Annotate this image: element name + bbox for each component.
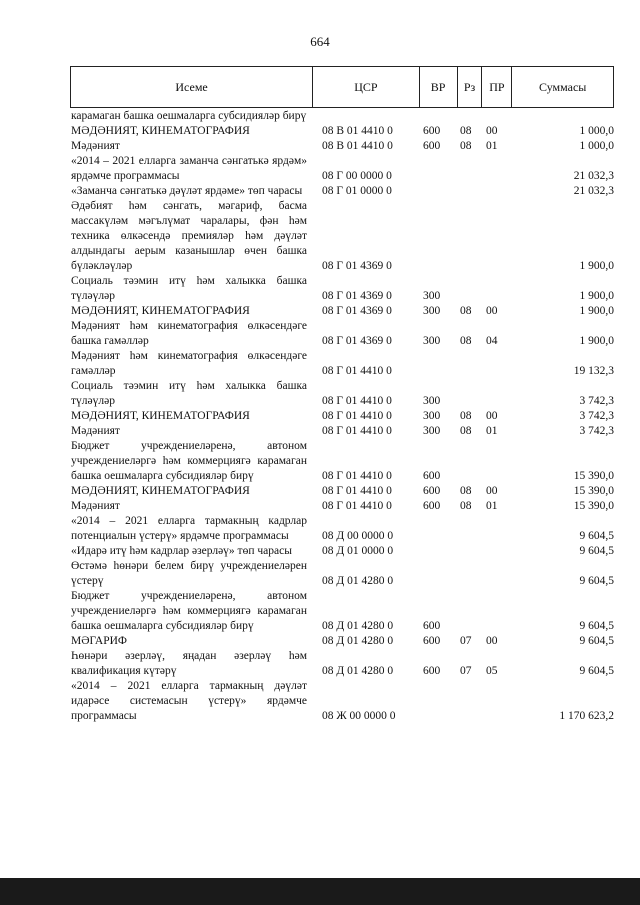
table-row — [70, 274, 614, 304]
row-sum: 1 900,0 — [579, 290, 614, 302]
row-csr: 08 Д 01 4280 0 — [322, 635, 394, 647]
row-sum: 9 604,5 — [579, 620, 614, 632]
row-sum: 9 604,5 — [579, 530, 614, 542]
row-vr: 300 — [423, 410, 441, 422]
page-number: 664 — [310, 34, 330, 49]
row-csr: 08 Г 01 4410 0 — [322, 485, 392, 497]
row-sum: 9 604,5 — [579, 575, 614, 587]
row-name: Әдәбият һәм сәнгать, мәгариф, басма массакүләм мәгълүмат чаралары, фән һәм техника өлкәсендә премияләр һәм дәүләт алдындагы аерым казанышлар өчен башка бүләкләүләр — [71, 200, 307, 272]
row-csr: 08 Ж 00 0000 0 — [322, 710, 396, 722]
row-sum: 15 390,0 — [573, 485, 614, 497]
row-sum: 19 132,3 — [573, 365, 614, 377]
row-sum: 9 604,5 — [579, 665, 614, 677]
row-csr: 08 Г 01 4410 0 — [322, 425, 392, 437]
row-sum: 15 390,0 — [573, 500, 614, 512]
row-rz: 08 — [460, 140, 472, 152]
row-csr: 08 Г 01 4369 0 — [322, 290, 392, 302]
table-row — [70, 409, 614, 424]
row-sum: 21 032,3 — [573, 185, 614, 197]
row-csr: 08 Г 01 4410 0 — [322, 395, 392, 407]
row-name: Бюджет учреждениеләренә, автоном учреждениеләргә һәм коммерциягә карамаган башка оешмаларга субсидияләр бирү — [71, 590, 307, 632]
budget-table — [70, 66, 614, 724]
row-rz: 08 — [460, 305, 472, 317]
row-name: «2014 – 2021 елларга тармакның дәүләт идарәсе системасын үстерү» ярдәмче программасы — [71, 680, 307, 722]
row-name: Бюджет учреждениеләренә, автоном учреждениеләргә һәм коммерциягә карамаган башка оешмаларга субсидияләр бирү — [71, 440, 307, 482]
row-pr: 00 — [486, 410, 498, 422]
row-vr: 600 — [423, 665, 441, 677]
table-row — [70, 199, 614, 274]
row-csr: 08 Г 01 4410 0 — [322, 410, 392, 422]
row-sum: 3 742,3 — [579, 425, 614, 437]
table-row — [70, 559, 614, 589]
table-row — [70, 184, 614, 199]
row-vr: 300 — [423, 425, 441, 437]
row-csr: 08 Г 01 0000 0 — [322, 185, 392, 197]
row-sum: 1 000,0 — [579, 125, 614, 137]
row-rz: 08 — [460, 500, 472, 512]
row-name: «Заманча сәнгатькә дәүләт ярдәме» төп чарасы — [71, 185, 303, 197]
table-row — [70, 109, 614, 124]
row-vr: 600 — [423, 140, 441, 152]
row-csr: 08 Д 01 4280 0 — [322, 665, 394, 677]
row-sum: 1 000,0 — [579, 140, 614, 152]
row-vr: 300 — [423, 395, 441, 407]
row-name: Мәдәният һәм кинематография өлкәсендәге гамәлләр — [71, 350, 307, 377]
row-sum: 9 604,5 — [579, 545, 614, 557]
row-csr: 08 Г 01 4410 0 — [322, 365, 392, 377]
row-sum: 3 742,3 — [579, 395, 614, 407]
row-name: Социаль тәэмин итү һәм халыкка башка түләүләр — [71, 380, 307, 407]
row-name: Мәдәният — [71, 500, 120, 512]
row-name: МӘДӘНИЯТ, КИНЕМАТОГРАФИЯ — [71, 125, 250, 137]
row-name: МӘДӘНИЯТ, КИНЕМАТОГРАФИЯ — [71, 485, 250, 497]
row-rz: 07 — [460, 665, 472, 677]
row-vr: 600 — [423, 620, 441, 632]
row-pr: 05 — [486, 665, 498, 677]
row-name: Мәдәният һәм кинематография өлкәсендәге башка гамәлләр — [71, 320, 307, 347]
row-vr: 300 — [423, 335, 441, 347]
row-vr: 300 — [423, 290, 441, 302]
table-row — [70, 319, 614, 349]
row-csr: 08 Г 01 4369 0 — [322, 260, 392, 272]
table-row — [70, 499, 614, 514]
table-row — [70, 139, 614, 154]
row-name: МӘДӘНИЯТ, КИНЕМАТОГРАФИЯ — [71, 305, 250, 317]
row-name: Мәдәният — [71, 140, 120, 152]
row-pr: 01 — [486, 425, 498, 437]
row-name: Социаль тәэмин итү һәм халыкка башка түләүләр — [71, 275, 307, 302]
row-rz: 08 — [460, 410, 472, 422]
row-vr: 600 — [423, 125, 441, 137]
row-name: Һөнәри әзерләү, яңадан әзерләү һәм квалификация күтәрү — [71, 650, 307, 677]
row-name: карамаган башка оешмаларга субсидияләр бирү — [71, 110, 307, 122]
header-rz: Рз — [458, 67, 483, 107]
table-row — [70, 649, 614, 679]
row-csr: 08 Г 01 4369 0 — [322, 305, 392, 317]
row-csr: 08 Г 01 4410 0 — [322, 500, 392, 512]
row-sum: 9 604,5 — [579, 635, 614, 647]
row-name: «Идарә итү һәм кадрлар әзерләү» төп чарасы — [71, 545, 292, 557]
header-vr: ВР — [420, 67, 458, 107]
row-rz: 07 — [460, 635, 472, 647]
table-row — [70, 679, 614, 724]
row-csr: 08 Д 00 0000 0 — [322, 530, 394, 542]
row-pr: 00 — [486, 485, 498, 497]
row-csr: 08 Г 01 4369 0 — [322, 335, 392, 347]
table-row — [70, 484, 614, 499]
row-csr: 08 В 01 4410 0 — [322, 125, 393, 137]
table-row — [70, 589, 614, 634]
table-row — [70, 349, 614, 379]
header-name: Исеме — [71, 67, 313, 107]
row-rz: 08 — [460, 125, 472, 137]
row-csr: 08 В 01 4410 0 — [322, 140, 393, 152]
row-sum: 3 742,3 — [579, 410, 614, 422]
row-sum: 1 900,0 — [579, 305, 614, 317]
table-row — [70, 439, 614, 484]
row-sum: 15 390,0 — [573, 470, 614, 482]
header-sum: Суммасы — [539, 79, 587, 94]
row-csr: 08 Д 01 4280 0 — [322, 620, 394, 632]
row-csr: 08 Г 00 0000 0 — [322, 170, 392, 182]
row-vr: 600 — [423, 500, 441, 512]
row-name: МӘДӘНИЯТ, КИНЕМАТОГРАФИЯ — [71, 410, 250, 422]
row-vr: 600 — [423, 485, 441, 497]
scan-bottom-edge — [0, 878, 640, 905]
row-name: Өстәмә һөнәри белем бирү учреждениеләрен үстерү — [71, 560, 307, 587]
row-vr: 600 — [423, 635, 441, 647]
table-row — [70, 424, 614, 439]
header-pr: ПР — [482, 67, 512, 107]
header-csr: ЦСР — [313, 67, 420, 107]
table-body — [70, 108, 614, 724]
row-csr: 08 Д 01 0000 0 — [322, 545, 394, 557]
row-rz: 08 — [460, 485, 472, 497]
row-pr: 00 — [486, 125, 498, 137]
row-rz: 08 — [460, 425, 472, 437]
table-row — [70, 544, 614, 559]
row-vr: 600 — [423, 470, 441, 482]
table-row — [70, 304, 614, 319]
row-csr: 08 Г 01 4410 0 — [322, 470, 392, 482]
table-header — [70, 66, 614, 108]
row-name: Мәдәният — [71, 425, 120, 437]
row-pr: 00 — [486, 305, 498, 317]
row-name: «2014 – 2021 елларга заманча сәнгатькә ярдәм» ярдәмче программасы — [71, 155, 307, 182]
row-pr: 01 — [486, 500, 498, 512]
table-row — [70, 514, 614, 544]
row-name: «2014 – 2021 елларга тармакның кадрлар потенциалын үстерү» ярдәмче программасы — [71, 515, 307, 542]
table-row — [70, 379, 614, 409]
row-csr: 08 Д 01 4280 0 — [322, 575, 394, 587]
table-row — [70, 154, 614, 184]
row-sum: 1 900,0 — [579, 335, 614, 347]
row-sum: 21 032,3 — [573, 170, 614, 182]
row-pr: 04 — [486, 335, 498, 347]
row-vr: 300 — [423, 305, 441, 317]
row-rz: 08 — [460, 335, 472, 347]
row-sum: 1 900,0 — [579, 260, 614, 272]
table-row — [70, 124, 614, 139]
row-pr: 00 — [486, 635, 498, 647]
row-name: МӘГАРИФ — [71, 635, 128, 647]
row-pr: 01 — [486, 140, 498, 152]
row-sum: 1 170 623,2 — [559, 710, 614, 722]
table-row — [70, 634, 614, 649]
